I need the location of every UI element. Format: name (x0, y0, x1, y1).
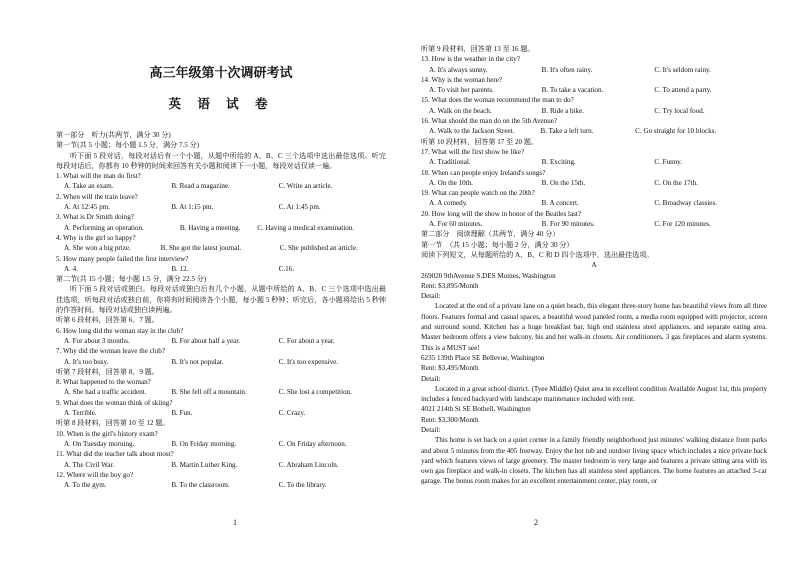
option: B. Ride a bike. (541, 106, 585, 115)
question-stem: 1. What will the man do first? (56, 172, 141, 181)
options-row (421, 126, 767, 136)
instructions: 听下面 5 段对话，每段对话后有一个小题，从题中所给的 A、B、C 三个选项中选出最佳选项。听完每段对话后，你都有 10 秒钟的时间来回答有关小题和阅读下一小题，每段对话仅读一遍。 (56, 151, 386, 170)
options-row (421, 198, 767, 208)
question-stem: 2. When will the train leave? (56, 192, 138, 201)
option: B. On the 15th. (541, 178, 586, 187)
option: B. It's not popular. (171, 357, 224, 366)
page-number: 1 (233, 518, 237, 527)
option: B. A concert. (541, 199, 579, 208)
option: C. It's too expensive. (278, 357, 339, 366)
instructions: 阅读下列短文，从每题所给的 A、B、C 和 D 四个选项中，选出最佳选项。 (421, 250, 654, 259)
option: A. At 12:45 pm. (64, 203, 110, 212)
question-stem: 13. How is the weather in the city? (421, 55, 520, 64)
option: C. To the library. (278, 481, 327, 490)
option: C. It's seldom rainy. (654, 65, 711, 74)
options-row (56, 357, 386, 367)
listing-description: Located at the end of a private lane on a quiet beach, this elegant three-story home has beautiful views from all three floors. Features formal and casual spaces, a beautiful wood paneled room, a media room equipped with projector, screen and surround sound. Kitchen has a huge breakfast bar, high end stainless steel appliances, and separate eating area. Master bedroom offers a view balcony, his and her walk-in closets. Air conditioners, 3 gas fireplaces and alarm systems. This is a MUST see! (421, 302, 767, 352)
question-stem: 4. Why is the girl so happy? (56, 233, 136, 242)
option: C. Go straight for 10 blocks. (635, 127, 717, 136)
option: B. Read a magazine. (171, 182, 230, 191)
options-row (56, 264, 386, 274)
options-row (421, 65, 767, 75)
question-stem: 6. How long did the woman stay in the club? (56, 326, 184, 335)
question-stem: 11. What did the teacher talk about most? (56, 450, 174, 459)
exam-page-2 (397, 0, 794, 561)
question-stem: 3. What is Dr Smith doing? (56, 213, 134, 222)
listing-detail-label: Detail: (421, 292, 441, 301)
options-row (56, 387, 386, 397)
option: A. A comedy. (429, 199, 468, 208)
question-stem: 8. What happened to the woman? (56, 378, 151, 387)
option: B. For 90 minutes. (541, 220, 595, 229)
options-row (56, 460, 386, 470)
question-stem: 14. Why is the woman here? (421, 75, 503, 84)
options-row (56, 243, 386, 253)
options-row (56, 223, 386, 233)
option: B. On Friday morning. (171, 439, 237, 448)
section-heading: 第一部分 听力(共两节，满分 30 分) (56, 131, 171, 139)
listing-rent: Rent: $3,300/Month (421, 415, 479, 424)
option: A. She had a traffic accident. (64, 388, 147, 397)
option: C. Write an article. (278, 182, 333, 191)
option: C. She lost a competition. (278, 388, 352, 397)
option: B. 12. (171, 264, 189, 273)
page2-column (421, 44, 767, 487)
option: A. Take an exam. (64, 182, 114, 191)
option: B. She fell off a mountain. (171, 388, 247, 397)
option: A. It's always sunny. (429, 65, 488, 74)
option: A. Terrible. (64, 409, 97, 418)
question-stem: 9. What does the woman think of skiing? (56, 398, 173, 407)
option: C. Broadway classies. (654, 199, 717, 208)
option: B. Having a meeting. (179, 223, 241, 232)
listing-rent: Rent: $3,495/Month (421, 364, 479, 373)
options-row (421, 106, 767, 116)
passage-label: A (591, 261, 597, 270)
option: B. Martin Luther King. (171, 460, 238, 469)
options-row (421, 178, 767, 188)
listing-rent: Rent: $3,895/Month (421, 281, 479, 290)
options-row (56, 202, 386, 212)
part-heading: 第一节(共 5 小题；每小题 1.5 分，满分 7.5 分) (56, 141, 200, 150)
options-row (56, 439, 386, 449)
question-stem: 19. What can people watch on the 20th? (421, 189, 535, 198)
options-row (421, 219, 767, 229)
part-heading: 第一节 （共 15 小题；每小题 2 分，满分 30 分） (421, 240, 574, 249)
page1-column (56, 130, 386, 490)
question-stem: 12. Where will the boy go? (56, 470, 134, 479)
question-stem: 5. How many people failed the first interview? (56, 254, 189, 263)
option: C.16. (278, 264, 295, 273)
option: A. On the 10th. (429, 178, 473, 187)
question-stem: 7. Why did the woman leave the club? (56, 347, 166, 356)
listing-description: Located in a great school district. (Tyee Middle) Quiet area in excellent condition Available August 1st, this property includes a fenced backyard with landscape maintenance included with rent. (421, 384, 767, 404)
option: A. To the gym. (64, 481, 107, 490)
option: B. Fun. (171, 409, 193, 418)
options-row (56, 408, 386, 418)
option: A. Walk on the beach. (429, 106, 492, 115)
option: A. To visit her parents. (429, 86, 494, 95)
instructions: 听下面 5 段对话或独白。每段对话或独白后有几个小题，从题中所给的 A、B、C 三个选项中选出最佳选项，听每段对话或独白前，你将有时间阅读各个小题，每小题 5 秒钟；听完后，各小题将给出 5 秒钟的作答时间。每段对话或独白读两遍。 (56, 285, 386, 315)
options-row (56, 336, 386, 346)
option: C. Abraham Lincoln. (278, 460, 339, 469)
listing-detail-label: Detail: (421, 374, 441, 383)
option: A. She won a big prize. (64, 244, 131, 253)
option: C. To attend a party. (654, 86, 712, 95)
option: B. To take a vacation. (541, 86, 604, 95)
options-row (421, 157, 767, 167)
material-heading: 听第 6 段材料，回答第 6、7 题。 (56, 316, 159, 325)
page-number: 2 (534, 518, 538, 527)
option: B. Take a left turn. (540, 127, 594, 136)
question-stem: 20. How long will the show in honor of the Beatles last? (421, 209, 581, 218)
option: C. She published an article. (279, 244, 358, 253)
option: A. Walk to the Jackson Street. (429, 127, 515, 136)
option: C. Having a medical examination. (257, 223, 355, 232)
listing-address: 269020 9thAvenue S.DES Moines, Washington (421, 271, 556, 280)
option: B. It's often rainy. (541, 65, 593, 74)
exam-title: 高三年级第十次调研考试 (149, 66, 293, 81)
options-row (421, 85, 767, 95)
option: C. Funny. (654, 158, 683, 167)
question-stem: 15. What does the woman recommend the man to do? (421, 96, 574, 105)
option: B. Exciting. (541, 158, 576, 167)
listing-description: This home is set back on a quiet corner in a family friendly neighborhood just minutes' walking distance from parks and about 5 minutes from the 405 freeway. Enjoy the hot tub and outdoor living space which includes a nice private back yard which features views of large greenery. The master bedroom is very large and features a private sitting area with its own gas fireplace and walk-in closets. The kitchen has all stainless steel appliances. The home features an attached 3-car garage. The bonus room makes for an excellent entertainment center, play room, or (421, 436, 767, 486)
exam-subtitle: 英 语 试 卷 (168, 96, 274, 111)
option: C. Try local food. (654, 106, 705, 115)
option: B. To the classroom. (171, 481, 230, 490)
option: C. Crazy. (278, 409, 306, 418)
section-heading: 第二部分 阅读理解（共两节，满分 40 分） (421, 230, 560, 239)
material-heading: 听第 7 段材料，回答第 8、9 题。 (56, 367, 159, 376)
option: C. At 1:45 pm. (278, 203, 321, 212)
option: B. For about half a year. (171, 336, 241, 345)
listing-detail-label: Detail: (421, 425, 441, 434)
material-heading: 听第 8 段材料，回答第 10 至 12 题。 (56, 419, 170, 428)
listing-address: 6235 139th Place SE Bellevue, Washington (421, 353, 545, 362)
option: A. 4. (64, 264, 78, 273)
question-stem: 17. What will the first show be like? (421, 147, 525, 156)
listing-address: 4021 214th St SE Bothell, Washington (421, 405, 531, 414)
options-row (56, 480, 386, 490)
option: A. For about 3 months. (64, 336, 130, 345)
option: C. For 120 minutes. (654, 220, 711, 229)
option: C. On the 17th. (654, 178, 698, 187)
part-heading: 第二节(共 15 小题；每小题 1.5 分，满分 22.5 分) (56, 275, 207, 284)
option: A. Traditional. (429, 158, 471, 167)
option: A. It's too busy. (64, 357, 109, 366)
option: C. On Friday afternoon. (278, 439, 347, 448)
material-heading: 听第 9 段材料，回答第 13 至 16 题。 (421, 45, 535, 53)
option: B. She got the latest journal. (160, 244, 242, 253)
question-stem: 10. When is the girl's history exam? (56, 429, 158, 438)
option: A. Performing an operation. (64, 223, 144, 232)
option: C. For about a year. (278, 336, 335, 345)
question-stem: 18. When can people enjoy Ireland's songs? (421, 168, 546, 177)
option: A. On Tuesday morning. (64, 439, 135, 448)
option: A. The Civil War. (64, 460, 115, 469)
options-row (56, 181, 386, 191)
question-stem: 16. What should the man do on the 5th Avenue? (421, 117, 558, 126)
option: B. At 1:15 pm. (171, 203, 214, 212)
material-heading: 听第 10 段材料，回答第 17 至 20 题。 (421, 137, 539, 146)
option: A. For 60 minutes. (429, 220, 483, 229)
